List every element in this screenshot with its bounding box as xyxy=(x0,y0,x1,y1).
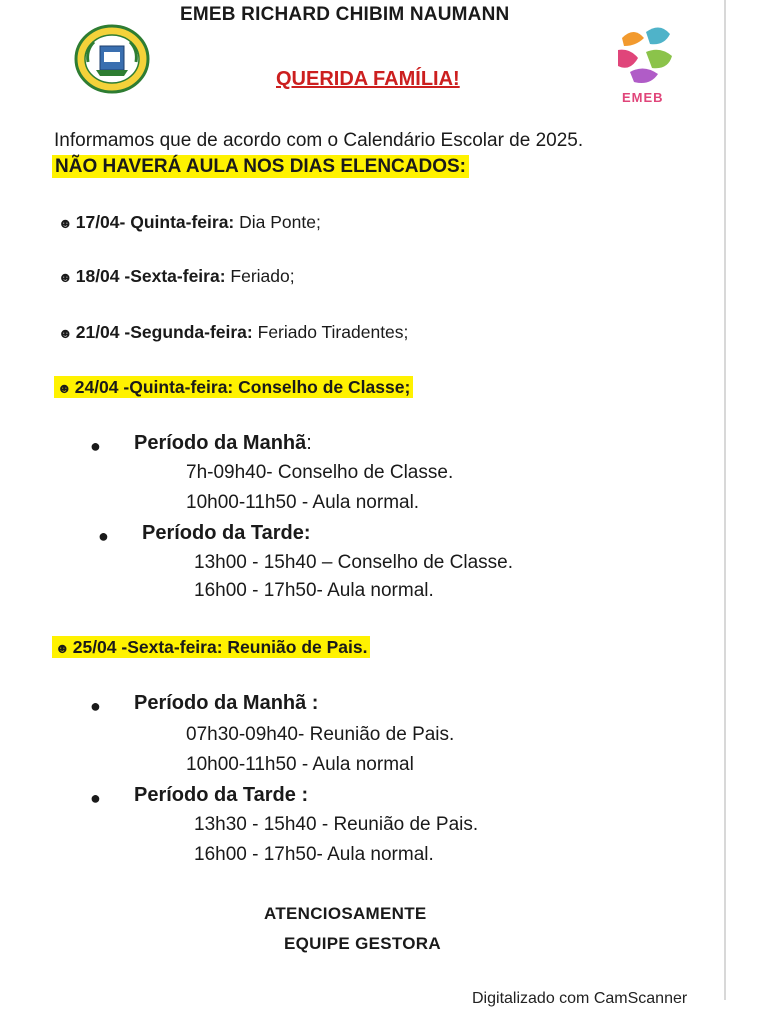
day-weekday: -Quinta-feira: xyxy=(118,377,234,397)
school-name: EMEB RICHARD CHIBIM NAUMANN xyxy=(180,4,510,25)
conselho-morning-label-text: Período da Manhã xyxy=(134,432,307,454)
reuniao-afternoon-label: Período da Tarde : xyxy=(134,784,309,806)
bullet-icon: ● xyxy=(90,436,101,456)
day-item-25-04 xyxy=(52,637,370,658)
day-item-18-04 xyxy=(58,266,295,287)
bullet-icon: ● xyxy=(90,696,101,716)
conselho-morning-suffix: : xyxy=(306,432,312,454)
closing-line-1: ATENCIOSAMENTE xyxy=(264,904,427,923)
bullet-icon: ● xyxy=(98,526,109,546)
day-description: Reunião de Pais. xyxy=(227,637,368,657)
paper-edge xyxy=(724,0,726,1000)
schedule-line: 10h00-11h50 - Aula normal. xyxy=(186,492,420,513)
day-description: Feriado Tiradentes; xyxy=(257,322,409,342)
schedule-line: 16h00 - 17h50- Aula normal. xyxy=(194,844,434,865)
day-date: 18/04 xyxy=(75,266,120,286)
day-weekday: -Sexta-feira: xyxy=(119,266,226,286)
scanner-watermark: Digitalizado com CamScanner xyxy=(472,990,688,1007)
closing-line-2: EQUIPE GESTORA xyxy=(284,934,441,953)
day-item-17-04 xyxy=(58,212,321,233)
day-weekday: -Segunda-feira: xyxy=(119,322,253,342)
no-class-notice-text: NÃO HAVERÁ AULA NOS DIAS ELENCADOS: xyxy=(52,155,469,178)
day-description: Feriado; xyxy=(230,266,295,286)
smiley-bullet-icon: ☻ xyxy=(57,380,72,396)
day-item-21-04 xyxy=(58,322,408,343)
highlight xyxy=(54,376,413,398)
no-class-notice xyxy=(52,156,469,178)
smiley-bullet-icon: ☻ xyxy=(58,215,73,231)
smiley-bullet-icon: ☻ xyxy=(58,325,73,341)
schedule-line: 7h-09h40- Conselho de Classe. xyxy=(186,462,454,483)
schedule-line: 07h30-09h40- Reunião de Pais. xyxy=(186,724,455,745)
smiley-bullet-icon: ☻ xyxy=(55,640,70,656)
day-date: 17/04 xyxy=(75,212,120,232)
municipal-seal-icon xyxy=(74,24,150,94)
schedule-line: 16h00 - 17h50- Aula normal. xyxy=(194,580,434,601)
reuniao-morning-label: Período da Manhã : xyxy=(134,692,319,714)
day-date: 24/04 xyxy=(74,377,119,397)
highlight xyxy=(52,636,370,658)
day-date: 25/04 xyxy=(72,637,117,657)
intro-text: Informamos que de acordo com o Calendário Escolar de 2025. xyxy=(54,130,584,151)
conselho-afternoon-label: Período da Tarde: xyxy=(142,522,311,544)
day-date: 21/04 xyxy=(75,322,120,342)
schedule-line: 10h00-11h50 - Aula normal xyxy=(186,754,414,775)
day-description: Dia Ponte; xyxy=(239,212,321,232)
day-weekday: - Quinta-feira: xyxy=(119,212,235,232)
conselho-morning-label xyxy=(134,432,312,455)
greeting-title: QUERIDA FAMÍLIA! xyxy=(276,68,460,90)
day-item-24-04 xyxy=(54,377,413,398)
emeb-logo-text: EMEB xyxy=(622,90,664,105)
smiley-bullet-icon: ☻ xyxy=(58,269,73,285)
day-weekday: -Sexta-feira: xyxy=(116,637,223,657)
day-description: Conselho de Classe; xyxy=(238,377,411,397)
schedule-line: 13h00 - 15h40 – Conselho de Classe. xyxy=(194,552,514,573)
bullet-icon: ● xyxy=(90,788,101,808)
schedule-line: 13h30 - 15h40 - Reunião de Pais. xyxy=(194,814,479,835)
